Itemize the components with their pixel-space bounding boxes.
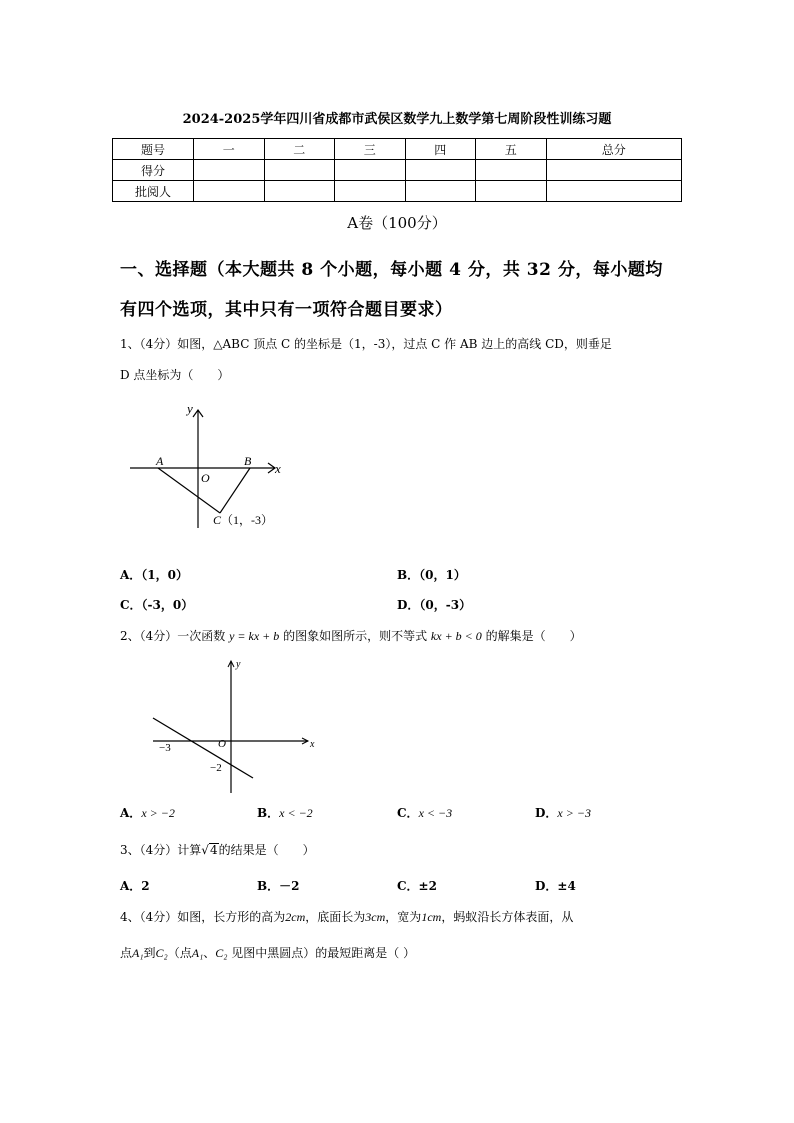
table-cell (546, 160, 682, 181)
table-cell: 五 (476, 139, 547, 160)
q4-seg: 点 (120, 946, 133, 960)
table-cell (264, 181, 335, 202)
q2-option-c (397, 804, 452, 821)
q3-radicand: 4 (209, 843, 218, 857)
table-cell: 得分 (113, 160, 194, 181)
table-cell: 总分 (546, 139, 682, 160)
table-cell (476, 160, 547, 181)
table-cell (335, 181, 406, 202)
q1-option-b: B．（0，1） (397, 568, 466, 582)
option-expr: x > −2 (141, 806, 175, 820)
q1-figure (125, 400, 295, 535)
q4-seg: 到 (143, 946, 156, 960)
option-letter: B． (257, 806, 280, 820)
q4-seg: 、 (203, 946, 216, 960)
table-cell (476, 181, 547, 202)
q4-seg: 见图中黑圆点）的最短距离是（ ） (227, 946, 416, 960)
point-c-label: C (213, 513, 222, 527)
q3-option-b: B．－2 (257, 879, 300, 893)
origin-label: O (201, 471, 210, 485)
q4-text-line1 (120, 908, 573, 925)
q4-seg: ，宽为 (385, 910, 422, 924)
side-bc (220, 468, 250, 513)
x-label: x (310, 739, 315, 750)
q2-option-b (257, 804, 313, 821)
section-heading-line1: 一、选择题（本大题共 8 个小题，每小题 4 分，共 32 分，每小题均 (120, 260, 663, 280)
page-title: 2024-2025学年四川省成都市武侯区数学九上数学第七周阶段性训练习题 (182, 112, 612, 127)
q1-text-line1: 1、（4分）如图，△ABC 顶点 C 的坐标是（1，-3），过点 C 作 AB 边上的高线 CD，则垂足 (120, 337, 612, 351)
option-letter: D． (535, 806, 558, 820)
q2-text-pre: 2、（4分）一次函数 (120, 629, 230, 643)
origin-label: O (218, 738, 226, 750)
q2-text-mid: 的图象如图所示，则不等式 (279, 629, 431, 643)
table-row (113, 160, 682, 181)
option-expr: x < −3 (418, 806, 453, 820)
q4-length: 3cm (365, 910, 386, 924)
sqrt-sign: √ (201, 843, 209, 857)
q2-figure (148, 655, 328, 795)
side-ac (158, 468, 220, 513)
q1-option-d: D．（0，-3） (397, 598, 472, 612)
q4-point: C₂ (215, 946, 228, 960)
q4-seg: 4、（4分）如图，长方形的高为 (120, 910, 286, 924)
table-cell: 一 (194, 139, 265, 160)
q3-option-a: A．2 (120, 879, 150, 893)
q1-text-line2: D 点坐标为（ ） (120, 368, 230, 382)
q4-seg: ，蚂蚁沿长方体表面，从 (441, 910, 574, 924)
table-row (113, 139, 682, 160)
table-cell: 批阅人 (113, 181, 194, 202)
point-c-coord: （1，-3） (221, 513, 273, 527)
q2-text-post: 的解集是（ ） (481, 629, 582, 643)
q3-option-d: D．±4 (535, 879, 576, 893)
y-label: y (187, 401, 193, 416)
y-intercept-label: −2 (210, 762, 222, 774)
q1-option-a: A．（1，0） (120, 568, 189, 582)
q3-text-pre: 3、（4分）计算 (120, 843, 202, 857)
q4-point: C₂ (155, 946, 168, 960)
score-table (112, 138, 682, 202)
q4-width: 1cm (421, 910, 442, 924)
q4-seg: ，底面长为 (305, 910, 366, 924)
table-cell (194, 160, 265, 181)
section-heading-line2: 有四个选项，其中只有一项符合题目要求） (120, 300, 453, 320)
point-a-label: A (156, 454, 164, 468)
q4-text-line2 (120, 944, 415, 961)
table-cell (194, 181, 265, 202)
q3-text (120, 841, 315, 858)
table-cell (264, 160, 335, 181)
q3-option-c: C．±2 (397, 879, 437, 893)
y-label: y (236, 659, 241, 670)
table-cell (405, 181, 476, 202)
q2-option-d (535, 804, 591, 821)
q4-seg: （点 (167, 946, 192, 960)
section-a-title: A卷（100分） (347, 214, 447, 232)
q2-text (120, 627, 582, 644)
option-letter: C． (397, 806, 419, 820)
q3-text-post: 的结果是（ ） (218, 843, 315, 857)
option-expr: x < −2 (279, 806, 313, 820)
q1-option-c: C．（-3，0） (120, 598, 194, 612)
q4-point: A₁ (191, 946, 204, 960)
table-cell (546, 181, 682, 202)
point-b-label: B (244, 454, 252, 468)
q4-height: 2cm (285, 910, 306, 924)
table-cell: 四 (405, 139, 476, 160)
table-cell: 二 (264, 139, 335, 160)
table-cell (335, 160, 406, 181)
option-letter: A． (120, 806, 142, 820)
table-cell (405, 160, 476, 181)
q4-point: A₁ (132, 946, 144, 960)
q2-inequality: kx + b < 0 (430, 629, 482, 643)
x-label: x (275, 461, 281, 476)
x-intercept-label: −3 (159, 742, 171, 754)
option-expr: x > −3 (557, 806, 591, 820)
table-cell: 题号 (113, 139, 194, 160)
table-cell: 三 (335, 139, 406, 160)
q2-option-a (120, 804, 175, 821)
table-row (113, 181, 682, 202)
q2-function: y = kx + b (229, 629, 280, 643)
